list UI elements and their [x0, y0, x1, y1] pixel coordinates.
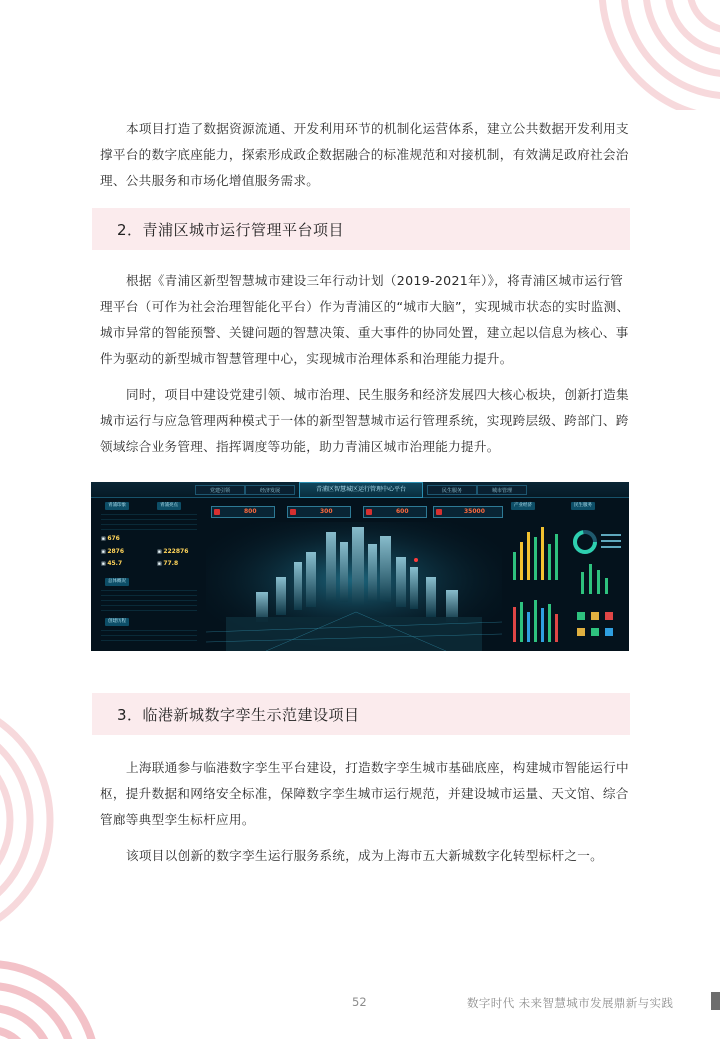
decorative-arcs-bottom-left	[0, 920, 110, 1039]
stat-value: 45.7	[107, 560, 123, 567]
kpi-box	[287, 506, 351, 518]
dashboard-nav-tab: 民生服务	[427, 485, 477, 495]
stat-value: 676	[107, 535, 120, 542]
stat-line: ▣ 77.8	[157, 560, 179, 567]
footer-bar-decoration	[711, 992, 720, 1010]
stat-value: 77.8	[163, 560, 179, 567]
panel-text-block	[101, 514, 197, 530]
kpi-box	[211, 506, 275, 518]
stat-line: ▣ 45.7	[101, 560, 123, 567]
footer-book-title: 数字时代 未来智慧城市发展鼎新与实践	[467, 996, 674, 1010]
kpi-value: 35000	[464, 508, 485, 515]
kpi-value: 300	[320, 508, 333, 515]
paragraph-2: 根据《青浦区新型智慧城市建设三年行动计划（2019-2021年）》，将青浦区城市运行管理平台（可作为社会治理智能化平台）作为青浦区的“城市大脑”，实现城市状态的实时监测、城市异常的智能预警、关键问题的智慧决策、重大事件的协同处置，建立起以信息为核心、事件为驱动的新型城市智慧管理中心，实现城市治理体系和治理能力提升。	[100, 273, 630, 366]
dashboard-nav-tab: 经济发展	[245, 485, 295, 495]
kpi-value: 800	[244, 508, 257, 515]
paragraph-1: 本项目打造了数据资源流通、开发利用环节的机制化运营体系，建立公共数据开发利用支撑平台的数字底座能力，探索形成政企数据融合的标准规范和对接机制，有效满足政府社会治理、公共服务和市场化增值服务需求。	[100, 121, 629, 188]
panel-tag: 青浦亮点	[157, 502, 181, 510]
paragraph-5: 该项目以创新的数字孪生运行服务系统，成为上海市五大新城数字化转型标杆之一。	[126, 848, 604, 863]
stat-line: ▣ 676	[101, 535, 120, 542]
section-heading-3: 3．临港新城数字孪生示范建设项目	[92, 693, 630, 735]
stat-line: ▣ 2876	[101, 548, 125, 555]
decorative-arcs-top-right	[540, 0, 720, 110]
dashboard-image	[91, 482, 629, 651]
decorative-arcs-left	[0, 690, 70, 950]
stat-value: 2876	[107, 548, 125, 555]
dashboard-nav-tab: 城市管理	[477, 485, 527, 495]
panel-tag: 总体概况	[105, 578, 129, 586]
section-heading-2: 2．青浦区城市运行管理平台项目	[92, 208, 630, 250]
panel-tag: 创建历程	[105, 618, 129, 626]
panel-tag: 青浦印象	[105, 502, 129, 510]
dashboard-nav-tab: 党建引领	[195, 485, 245, 495]
dashboard-title: 青浦区智慧城区运行管理中心平台	[299, 482, 423, 498]
dashboard-left-panel	[95, 502, 203, 647]
kpi-value: 600	[396, 508, 409, 515]
panel-text-block	[101, 590, 197, 612]
kpi-box	[363, 506, 427, 518]
paragraph-4: 上海联通参与临港数字孪生平台建设，打造数字孪生城市基础底座，构建城市智能运行中枢，提升数据和网络安全标准，保障数字孪生城市运行规范，并建设城市运量、天文馆、综合管廊等典型孪生标杆应用。	[100, 760, 629, 827]
kpi-box	[433, 506, 503, 518]
panel-tag: 产业经济	[511, 502, 535, 510]
page-number: 52	[352, 995, 367, 1009]
dashboard-right-panel	[507, 502, 625, 647]
panel-tag: 民生服务	[571, 502, 595, 510]
stat-line: ▣ 222876	[157, 548, 189, 555]
paragraph-3: 同时，项目中建设党建引领、城市治理、民生服务和经济发展四大核心板块，创新打造集城市运行与应急管理两种模式于一体的新型智慧城市运行管理系统，实现跨层级、跨部门、跨领域综合业务管理、指挥调度等功能，助力青浦区城市治理能力提升。	[100, 387, 629, 454]
stat-value: 222876	[163, 548, 189, 555]
panel-text-block	[101, 630, 197, 642]
city-3d-render	[206, 522, 502, 651]
right-panel-graphics	[507, 512, 625, 647]
